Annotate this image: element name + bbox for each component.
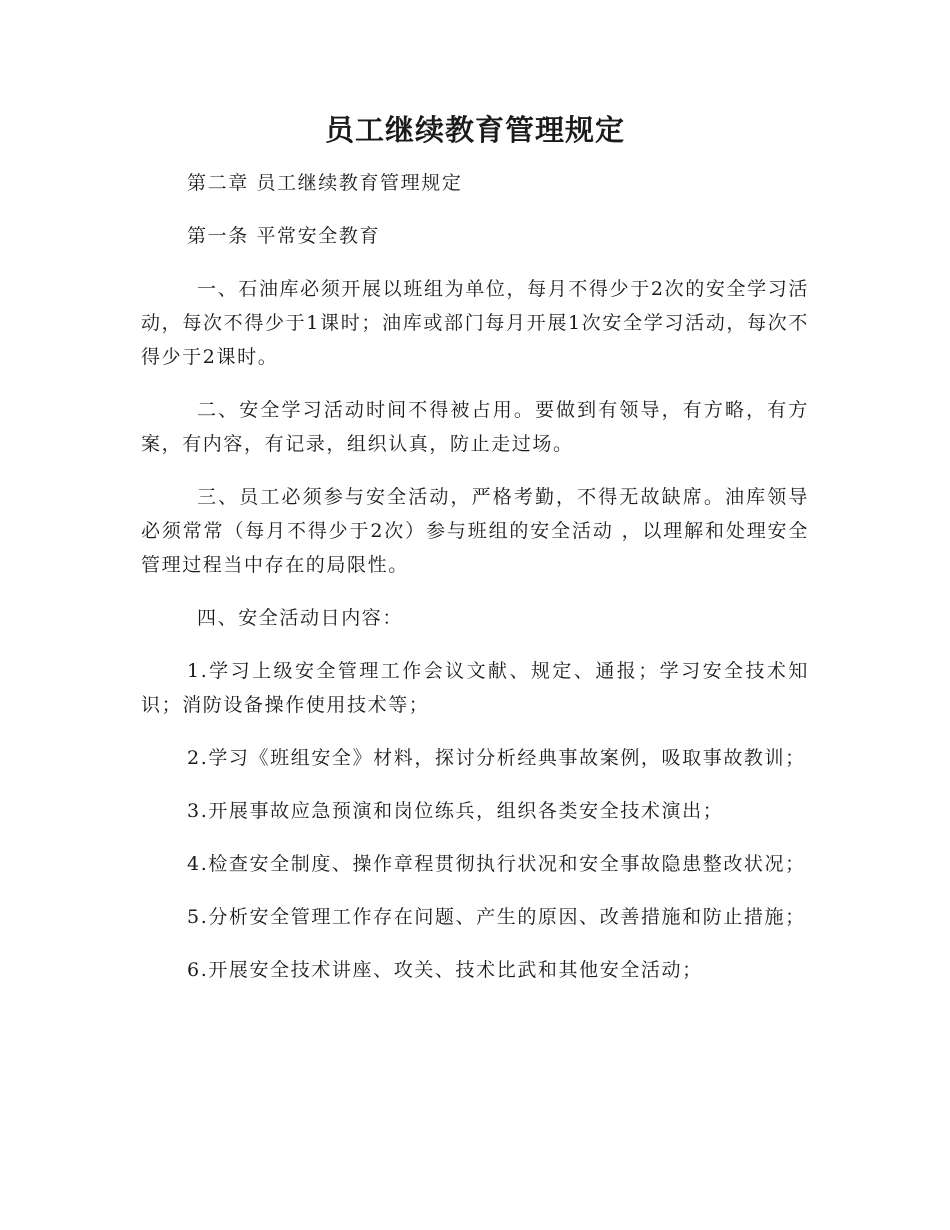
list-item-1: 1.学习上级安全管理工作会议文献、规定、通报；学习安全技术知识；消防设备操作使用技术等； [141,660,809,716]
document-body [141,166,809,1006]
clause-2: 二、安全学习活动时间不得被占用。要做到有领导，有方略，有方案，有内容，有记录，组织认真，防止走过场。 [141,399,809,455]
list-item-6: 6.开展安全技术讲座、攻关、技术比武和其他安全活动； [187,959,703,981]
list-item-4: 4.检查安全制度、操作章程贯彻执行状况和安全事故隐患整改状况； [187,853,806,875]
clause-1: 一、石油库必须开展以班组为单位，每月不得少于2次的安全学习活动，每次不得少于1课时；油库或部门每月开展1次安全学习活动，每次不得少于2课时。 [141,278,809,368]
list-item-3: 3.开展事故应急预演和岗位练兵，组织各类安全技术演出； [187,800,724,822]
document-title: 员工继续教育管理规定 [324,113,625,147]
clause-3: 三、员工必须参与安全活动，严格考勤，不得无故缺席。油库领导必须常常（每月不得少于2次）参与班组的安全活动 ，以理解和处理安全管理过程当中存在的局限性。 [141,486,809,576]
list-item-5: 5.分析安全管理工作存在问题、产生的原因、改善措施和防止措施； [187,906,806,928]
chapter-heading: 第二章 员工继续教育管理规定 [187,172,463,194]
clause-4: 四、安全活动日内容： [197,607,404,629]
article-heading: 第一条 平常安全教育 [187,225,381,247]
list-item-2: 2.学习《班组安全》材料，探讨分析经典事故案例，吸取事故教训； [187,747,806,769]
